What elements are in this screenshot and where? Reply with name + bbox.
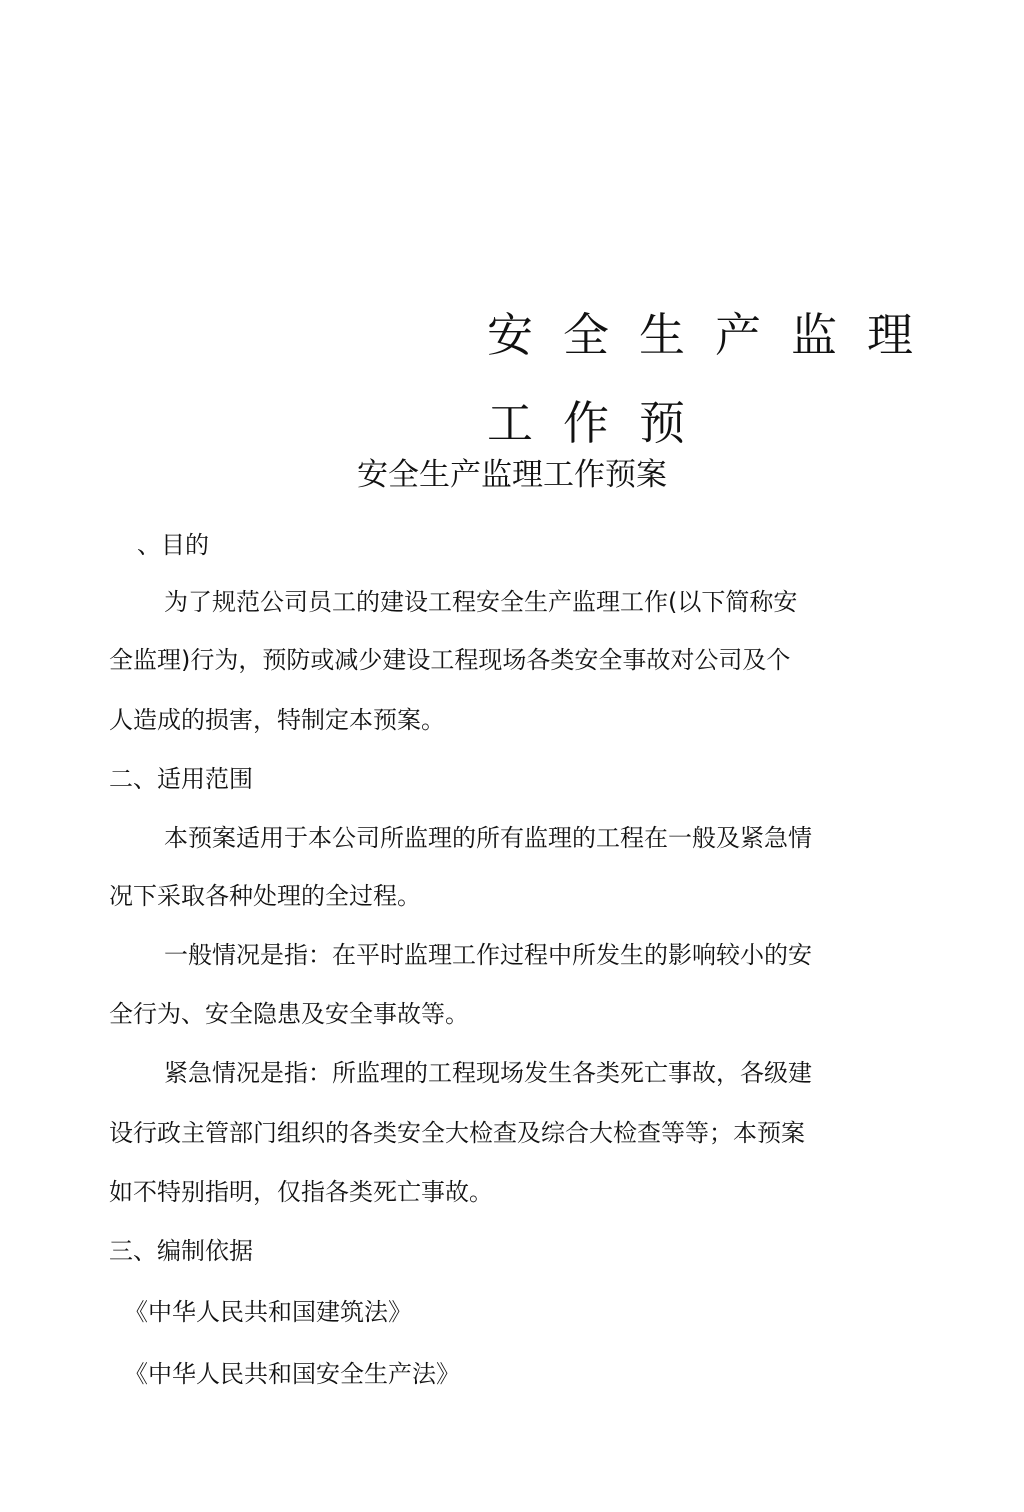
paragraph-line: 一般情况是指：在平时监理工作过程中所发生的影响较小的安 (164, 941, 812, 969)
section-heading-scope: 二、适用范围 (109, 765, 253, 793)
document-subtitle: 安全生产监理工作预案 (357, 457, 667, 493)
paragraph-line: 如不特别指明，仅指各类死亡事故。 (109, 1178, 493, 1206)
paragraph-line: 为了规范公司员工的建设工程安全生产监理工作(以下简称安 (164, 588, 798, 616)
section-heading-basis: 三、编制依据 (109, 1237, 253, 1265)
document-title-line-1: 安全生产监理 (487, 308, 943, 362)
paragraph-line: 紧急情况是指：所监理的工程现场发生各类死亡事故，各级建 (164, 1059, 812, 1087)
paragraph-line: 本预案适用于本公司所监理的所有监理的工程在一般及紧急情 (164, 824, 812, 852)
reference-item: 《中华人民共和国安全生产法》 (124, 1360, 460, 1388)
reference-item: 《中华人民共和国建筑法》 (124, 1298, 412, 1326)
paragraph-line: 设行政主管部门组织的各类安全大检查及综合大检查等等；本预案 (109, 1119, 805, 1147)
section-heading-purpose: 、目的 (137, 531, 209, 559)
paragraph-line: 全行为、安全隐患及安全事故等。 (109, 1000, 469, 1028)
paragraph-line: 全监理)行为，预防或减少建设工程现场各类安全事故对公司及个 (109, 646, 791, 674)
paragraph-line: 况下采取各种处理的全过程。 (109, 882, 421, 910)
document-title-line-2: 工作预 (487, 396, 715, 450)
paragraph-line: 人造成的损害，特制定本预案。 (109, 706, 445, 734)
